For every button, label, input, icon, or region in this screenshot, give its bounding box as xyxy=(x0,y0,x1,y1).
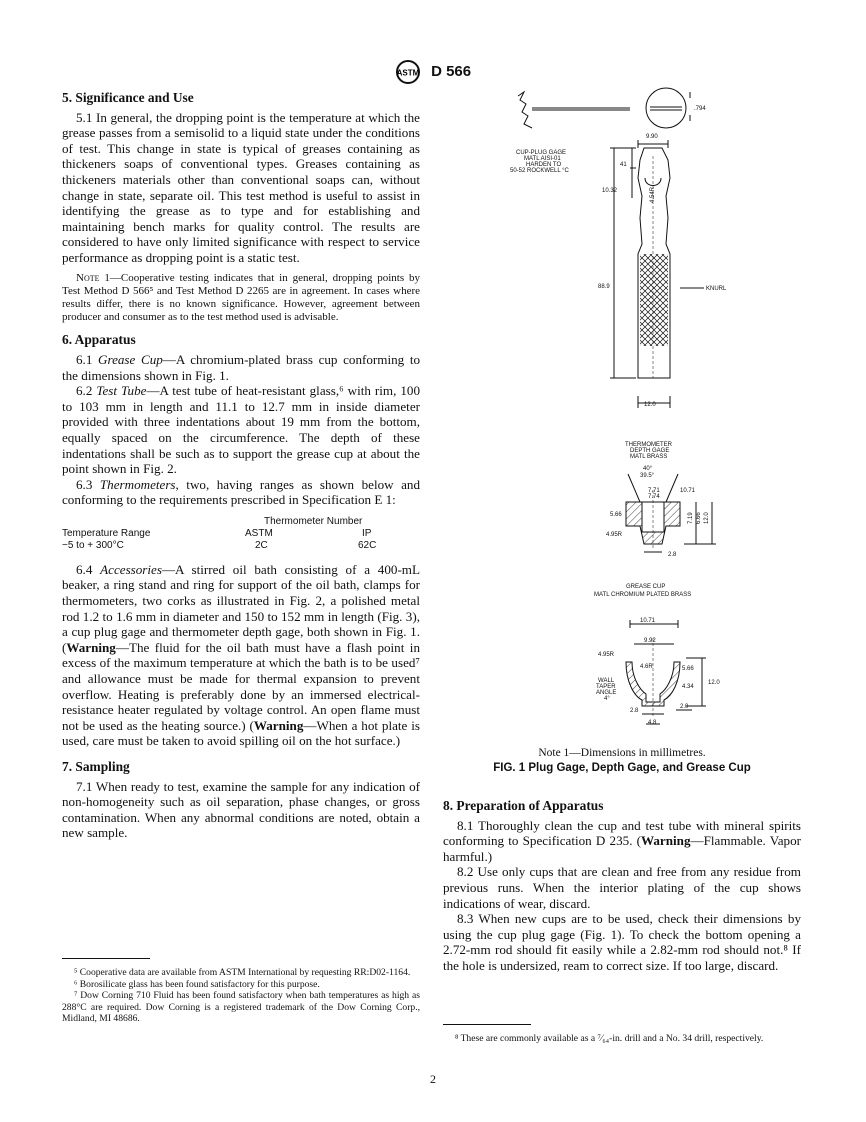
note-1 xyxy=(62,272,420,325)
label-wall: WALL xyxy=(598,678,615,684)
dim-666: 6.66 xyxy=(696,512,702,524)
footnote-8: ⁸ These are commonly available as a ⁷⁄₆₄-in. drill and a No. 34 drill, respectively. xyxy=(455,1033,764,1044)
para-8-2: 8.2 Use only cups that are clean and free from any residue from previous runs. When the interior plating of the cup shows indications of wear, discard. xyxy=(443,864,801,911)
label-grease-cup: GREASE CUP xyxy=(626,584,666,590)
dim-774: 7.74 xyxy=(648,494,660,500)
dim-495r-cup: 4.95R xyxy=(598,652,615,658)
table-cell-range: −5 to + 300°C xyxy=(62,539,124,551)
figure-1-drawing xyxy=(480,78,810,778)
label-knurl: KNURL xyxy=(706,286,727,292)
footnote-rule-right xyxy=(443,1024,531,1025)
dim-566-cup: 5.66 xyxy=(682,666,694,672)
cup-plug-gage xyxy=(610,140,704,408)
table-col-ip: IP xyxy=(362,527,372,539)
label-harden: HARDEN TO xyxy=(526,162,562,168)
table-group-header: Thermometer Number xyxy=(264,515,363,527)
dim-120-cup: 12.0 xyxy=(708,680,720,686)
table-col-astm: ASTM xyxy=(245,527,273,539)
dim-794: .794 xyxy=(694,106,706,112)
para-5-1: 5.1 In general, the dropping point is the temperature at which the grease passes from a semisolid to a liquid state under the conditions of test. This change in state is typical of greases containing as thickeners soaps of conventional types. Greases containing as thickeners materials other than conventional soaps can, without change in state, separate oil. This test method is useful to assist in identifying the grease as to type and for establishing and maintaining bench marks for quality control. The results are considered to have only limited significance with respect to service performance as dropping point is a static test. xyxy=(62,109,420,265)
label-taper: TAPER xyxy=(596,684,616,690)
label-rockwell: 50-52 ROCKWELL °C xyxy=(510,168,569,174)
dim-454r: 4.54R xyxy=(650,186,656,203)
label-matl-brass: MATL BRASS xyxy=(630,454,668,460)
label-matl-chrome: MATL CHROMIUM PLATED BRASS xyxy=(594,592,692,598)
right-footnotes xyxy=(443,1024,801,1045)
angle-395: 39.5° xyxy=(640,473,655,479)
dim-495r-depth: 4.95R xyxy=(606,532,623,538)
dim-889: 88.9 xyxy=(598,284,610,290)
astm-logo-icon xyxy=(395,60,421,84)
label-cup-plug-gage: CUP-PLUG GAGE xyxy=(516,150,567,156)
para-8-3: 8.3 When new cups are to be used, check their dimensions by using the cup plug gage (Fig. 1). To check the bottom opening a 2.72-mm rod should fit easily while a 2.82-mm rod should not.⁸ If the hole is undersized, ream to correct size. If too large, discard. xyxy=(443,911,801,973)
right-column xyxy=(443,798,801,974)
label-matl-aisi: MATL AISI-01 xyxy=(524,156,561,162)
thermometer-table xyxy=(62,516,420,558)
dim-46r-cup: 4.6R xyxy=(640,664,653,670)
dim-990: 9.90 xyxy=(646,134,658,140)
depth-gage xyxy=(626,474,716,552)
left-footnotes xyxy=(62,958,420,1025)
figure-caption: FIG. 1 Plug Gage, Depth Gage, and Grease Cup xyxy=(493,762,751,774)
section-8-heading: 8. Preparation of Apparatus xyxy=(443,798,604,813)
svg-text:ASTM: ASTM xyxy=(396,68,420,78)
label-thermometer: THERMOMETER xyxy=(625,442,672,448)
footnote-5: ⁵ Cooperative data are available from ASTM International by requesting RR:D02-1164. xyxy=(74,967,411,978)
note-text: Cooperative testing indicates that in general, dropping points by Test Method D 566⁵ and Test Method D 2265 are in agreement. In cases where results differ, there is no known significance. However, agreement between producer and consumer as to the test method used is advisable. xyxy=(62,271,420,324)
para-6-1: 6.1 Grease Cup—A chromium-plated brass cup conforming to the dimensions shown in Fig. 1. xyxy=(62,351,421,383)
table-col-range: Temperature Range xyxy=(62,527,151,539)
note-label: Note 1— xyxy=(76,271,121,284)
dim-771: 7.71 xyxy=(648,488,660,494)
dim-120-plug: 12.0 xyxy=(644,402,656,408)
table-cell-astm: 2C xyxy=(255,539,268,551)
para-7-1: 7.1 When ready to test, examine the sample for any indication of non-homogeneity such as oil separation, phase changes, or gross contamination. When any abnormal conditions are noted, obtain a new sample. xyxy=(62,778,420,841)
para-6-4: 6.4 Accessories—A stirred oil bath consisting of a 400-mL beaker, a ring stand and ring for support of the oil bath, clamps for thermometers, two corks as illustrated in Fig. 2, a polished metal rod 1.2 to 1.6 mm in diameter and 150 to 152 mm in length (Fig. 3), a cup plug gage and thermometer depth gage, both shown in Fig. 1. (Warning—The fluid for the oil bath must have a flash point in excess of the maximum temperature at which the bath is to be used⁷ and allowance must be made for thermal expansion to prevent overflow. Heating is preferably done by an immersed electrical-resistance heater regulated by voltage control. An open flame must not be used as the heating source.) (Warning—When a hot plate is used, care must be taken to avoid spilling oil on the hot surface.) xyxy=(62,561,420,749)
dim-1071-cup: 10.71 xyxy=(640,618,656,624)
angle-40: 40° xyxy=(643,466,653,472)
page-number: 2 xyxy=(430,1072,436,1086)
footnote-6: ⁶ Borosilicate glass has been found satisfactory for this purpose. xyxy=(74,978,320,990)
dim-719: 7.19 xyxy=(688,512,694,524)
plug-gage-end-view xyxy=(518,88,690,128)
dim-20-cup: 2.0 xyxy=(680,704,689,710)
label-angle: ANGLE xyxy=(596,690,617,696)
para-8-1: 8.1 Thoroughly clean the cup and test tube with mineral spirits conforming to Specification D 235. (Warning—Flammable. Vapor harmful.) xyxy=(443,817,801,864)
dim-566-depth: 5.66 xyxy=(610,512,622,518)
para-6-3: 6.3 Thermometers, two, having ranges as shown below and conforming to the requirements prescribed in Specification E 1: xyxy=(62,476,421,508)
dim-48-cup: 4.8 xyxy=(648,720,657,726)
section-6-heading: 6. Apparatus xyxy=(62,332,136,348)
dim-28-cup: 2.8 xyxy=(630,708,639,714)
standard-designation: D 566 xyxy=(431,62,472,80)
figure-note: Note 1—Dimensions in millimetres. xyxy=(538,747,706,759)
dim-1032: 10.32 xyxy=(602,188,618,194)
section-5-heading: 5. Significance and Use xyxy=(62,90,194,105)
para-6-2: 6.2 Test Tube—A test tube of heat-resistant glass,⁶ with rim, 100 to 103 mm in length and 11.1 to 12.7 mm in inside diameter provided with three indentations about 19 mm from the bottom, equally spaced on the circumference. The depth of these indentations shall be such as to support the grease cup at about the point shown in Fig. 2. xyxy=(62,383,420,477)
dim-992-cup: 9.92 xyxy=(644,638,656,644)
dim-41: 41 xyxy=(620,162,627,168)
dim-1071: 10.71 xyxy=(680,488,696,494)
section-7-heading: 7. Sampling xyxy=(62,759,130,774)
dim-434-cup: 4.34 xyxy=(682,684,694,690)
dim-28-depth: 2.8 xyxy=(668,552,677,558)
left-column xyxy=(62,90,420,841)
angle-4-cup: 4° xyxy=(604,696,610,702)
footnote-rule xyxy=(62,958,150,959)
footnote-7: ⁷ Dow Corning 710 Fluid has been found satisfactory when bath temperatures as high as 288°C are required. Dow Corning is a registered trademark of the Dow Corning Corp., Midland, MI 48686. xyxy=(62,990,420,1024)
table-cell-ip: 62C xyxy=(358,539,377,551)
label-depth-gage: DEPTH GAGE xyxy=(630,448,670,454)
dim-120-depth: 12.0 xyxy=(704,512,710,524)
